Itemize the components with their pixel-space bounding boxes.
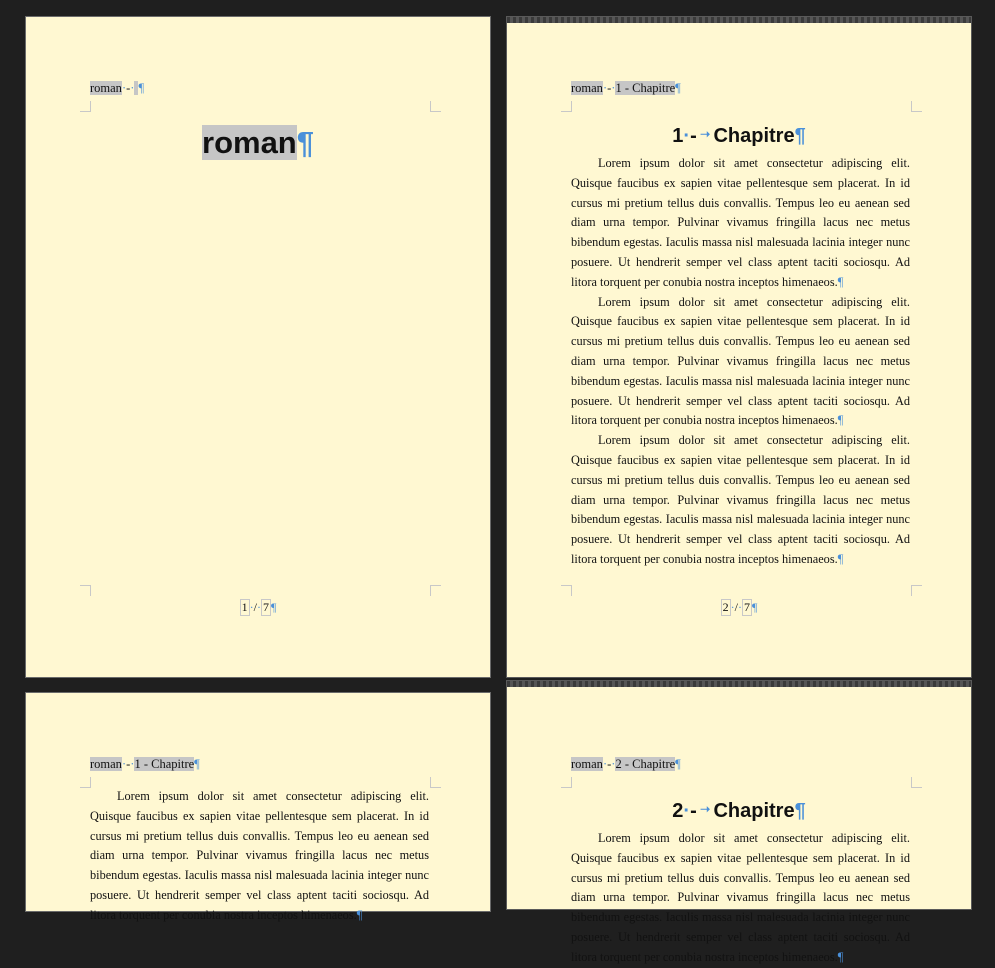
page-2[interactable]: [506, 16, 972, 678]
tab-arrow-icon: ➝: [696, 127, 714, 141]
page-header[interactable]: roman·-·1 - Chapitre¶: [90, 757, 200, 771]
header-chapter-field: 1 - Chapitre: [134, 757, 195, 771]
margin-corner: [911, 777, 922, 788]
paragraph: Lorem ipsum dolor sit amet consectetur adipiscing elit. Quisque faucibus ex sapien vitae pellentesque sem placerat. In id cursus mi pretium tellus duis convallis. Tempus leo eu aenean sed diam urna tempor. Pulvinar vivamus fringilla lacus nec metus bibendum egestas. Iaculis massa nisl malesuada lacinia integer nunc posuere. Ut hendrerit semper vel class aptent taciti sociosqu. Ad litora torquent per conubia nostra inceptos himenaeos.¶: [571, 433, 910, 566]
header-doc-title: roman: [90, 757, 122, 771]
chapter-heading[interactable]: 2·- ➝ Chapitre¶: [672, 800, 806, 822]
paragraph: Lorem ipsum dolor sit amet consectetur adipiscing elit. Quisque faucibus ex sapien vitae pellentesque sem placerat. In id cursus mi pretium tellus duis convallis. Tempus leo eu aenean sed diam urna tempor. Pulvinar vivamus fringilla lacus nec metus bibendum egestas. Iaculis massa nisl malesuada lacinia integer nunc posuere. Ut hendrerit semper vel class aptent taciti sociosqu. Ad litora torquent per conubia nostra inceptos himenaeos.¶: [571, 294, 910, 428]
margin-corner: [430, 585, 441, 596]
margin-corner: [911, 585, 922, 596]
margin-corner: [561, 777, 572, 788]
margin-corner: [561, 585, 572, 596]
header-chapter-field: 1 - Chapitre: [615, 81, 676, 95]
page-header[interactable]: roman·-·1 - Chapitre¶: [571, 81, 681, 95]
header-doc-title: roman: [90, 81, 122, 95]
chapter-body[interactable]: [571, 829, 910, 968]
page-footer[interactable]: 2 ·/· 7 ¶: [722, 600, 758, 614]
page-header[interactable]: roman·-·2 - Chapitre¶: [571, 757, 681, 771]
page-3[interactable]: [25, 692, 491, 922]
header-chapter-field: 2 - Chapitre: [615, 757, 676, 771]
pilcrow-mark: ¶: [296, 125, 314, 160]
margin-corner: [80, 101, 91, 112]
header-doc-title: roman: [571, 757, 603, 771]
header-doc-title: roman: [571, 81, 603, 95]
chapter-body[interactable]: [571, 154, 910, 570]
page-number-field: 2: [722, 600, 729, 614]
page-count-field: 7: [743, 600, 750, 614]
chapter-heading[interactable]: 1·- ➝ Chapitre¶: [672, 125, 806, 147]
page-number-field: 1: [241, 600, 248, 614]
page-count-field: 7: [262, 600, 269, 614]
tab-arrow-icon: ➝: [696, 802, 714, 816]
paragraph: Lorem ipsum dolor sit amet consectetur adipiscing elit. Quisque faucibus ex sapien vitae pellentesque sem placerat. In id cursus mi pretium tellus duis convallis. Tempus leo eu aenean sed diam urna tempor. Pulvinar vivamus fringilla lacus nec metus bibendum egestas. Iaculis massa nisl malesuada lacinia integer nunc posuere. Ut hendrerit semper vel class aptent taciti sociosqu. Ad litora torquent per conubia nostra inceptos himenaeos.¶: [571, 156, 910, 289]
margin-corner: [80, 585, 91, 596]
pilcrow-mark: ¶: [138, 81, 145, 95]
margin-corner: [430, 101, 441, 112]
chapter-body[interactable]: [90, 787, 429, 926]
paragraph: Lorem ipsum dolor sit amet consectetur adipiscing elit. Quisque faucibus ex sapien vitae pellentesque sem placerat. In id cursus mi pretium tellus duis convallis. Tempus leo eu aenean sed diam urna tempor. Pulvinar vivamus fringilla lacus nec metus bibendum egestas. Iaculis massa nisl malesuada lacinia integer nunc posuere. Ut hendrerit semper vel class aptent taciti sociosqu. Ad litora torquent per conubia nostra inceptos himenaeos.¶: [90, 789, 429, 922]
page-1[interactable]: [25, 16, 491, 678]
page-edge: [507, 681, 971, 687]
paragraph: Lorem ipsum dolor sit amet consectetur adipiscing elit. Quisque faucibus ex sapien vitae pellentesque sem placerat. In id cursus mi pretium tellus duis convallis. Tempus leo eu aenean sed diam urna tempor. Pulvinar vivamus fringilla lacus nec metus bibendum egestas. Iaculis massa nisl malesuada lacinia integer nunc posuere. Ut hendrerit semper vel class aptent taciti sociosqu. Ad litora torquent per conubia nostra inceptos himenaeos.¶: [571, 831, 910, 964]
page-header[interactable]: roman·-· ¶: [90, 81, 145, 95]
margin-corner: [561, 101, 572, 112]
margin-corner: [430, 777, 441, 788]
page-footer[interactable]: 1 ·/· 7 ¶: [241, 600, 277, 614]
margin-corner: [911, 101, 922, 112]
page-edge: [507, 17, 971, 23]
page-4[interactable]: [506, 680, 972, 964]
document-title[interactable]: roman¶: [202, 125, 314, 160]
